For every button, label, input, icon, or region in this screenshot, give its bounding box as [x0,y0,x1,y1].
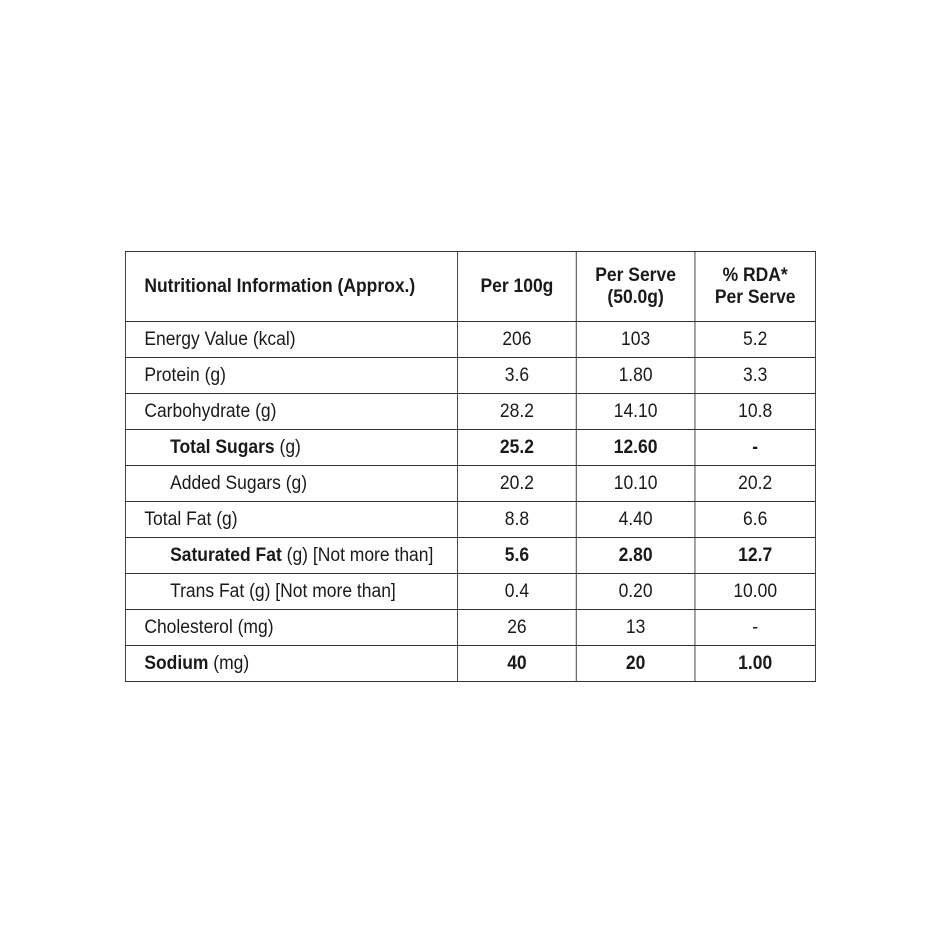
nutrient-unit: (mg) [208,652,250,674]
per-serve-value: 1.80 [576,358,695,394]
nutrient-name-cell [125,358,457,394]
nutrient-name: Cholesterol [144,616,233,638]
table-row [125,502,815,538]
header-per-serve-line2: (50.0g) [607,286,664,308]
rda-value: 10.8 [695,394,816,430]
rda-value: 10.00 [695,574,816,610]
nutrient-unit: (g) [280,472,308,494]
nutrient-unit: (g) [Not more than] [281,544,434,566]
per-100g-value: 3.6 [458,358,577,394]
per-100g-value: 40 [458,646,577,682]
nutrient-name-cell [125,394,457,430]
table-row [125,466,815,502]
nutrient-name-cell [125,322,457,358]
rda-value: 5.2 [695,322,816,358]
table-row [125,322,815,358]
header-nutritional-info: Nutritional Information (Approx.) [125,252,457,322]
nutrition-table-wrapper [125,251,815,682]
table-row [125,358,815,394]
rda-value: 3.3 [695,358,816,394]
header-per-serve-line1: Per Serve [595,264,676,286]
per-serve-value: 0.20 [576,574,695,610]
per-serve-value: 20 [576,646,695,682]
table-row [125,394,815,430]
rda-value: 20.2 [695,466,816,502]
header-rda-line2: Per Serve [714,286,796,308]
nutrient-name: Total Sugars [170,436,275,458]
per-100g-value: 25.2 [458,430,577,466]
per-100g-value: 206 [458,322,577,358]
header-per-serve [576,252,695,322]
nutrient-name: Carbohydrate [144,400,251,422]
per-100g-value: 26 [458,610,577,646]
rda-value: 12.7 [695,538,816,574]
nutrition-table [125,251,816,682]
table-body [125,322,815,682]
nutrient-unit: (mg) [232,616,274,638]
table-row [125,574,815,610]
nutrient-name-cell [125,574,457,610]
per-serve-value: 10.10 [576,466,695,502]
nutrient-unit: (g) [274,436,301,458]
nutrient-unit: (g) [250,400,277,422]
header-rda-line1: % RDA* [722,264,788,286]
per-serve-value: 14.10 [576,394,695,430]
per-serve-value: 2.80 [576,538,695,574]
nutrient-unit: (g) [199,364,226,386]
per-serve-value: 4.40 [576,502,695,538]
per-100g-value: 0.4 [458,574,577,610]
nutrient-name: Trans Fat [170,580,245,602]
rda-value: 1.00 [695,646,816,682]
header-row [125,252,815,322]
nutrient-name-cell [125,466,457,502]
nutrient-unit: (g) [211,508,238,530]
nutrient-name-cell [125,538,457,574]
header-rda [695,252,816,322]
nutrient-name: Sodium [144,652,209,674]
table-row [125,610,815,646]
per-serve-value: 13 [576,610,695,646]
table-row [125,538,815,574]
rda-value: - [695,430,816,466]
per-serve-value: 12.60 [576,430,695,466]
nutrient-name: Protein [144,364,200,386]
nutrient-name-cell [125,502,457,538]
nutrient-name: Saturated Fat [170,544,282,566]
nutrient-unit: (kcal) [247,328,296,350]
nutrient-name: Total Fat [144,508,212,530]
nutrient-unit: (g) [Not more than] [244,580,396,602]
table-header [125,252,815,322]
table-row [125,430,815,466]
nutrient-name-cell [125,646,457,682]
per-100g-value: 20.2 [458,466,577,502]
nutrient-name-cell [125,610,457,646]
nutrient-name: Added Sugars [170,472,281,494]
per-serve-value: 103 [576,322,695,358]
rda-value: - [695,610,816,646]
nutrient-name: Energy Value [144,328,248,350]
rda-value: 6.6 [695,502,816,538]
table-row [125,646,815,682]
per-100g-value: 8.8 [458,502,577,538]
header-per-100g: Per 100g [458,252,577,322]
per-100g-value: 28.2 [458,394,577,430]
per-100g-value: 5.6 [458,538,577,574]
nutrient-name-cell [125,430,457,466]
